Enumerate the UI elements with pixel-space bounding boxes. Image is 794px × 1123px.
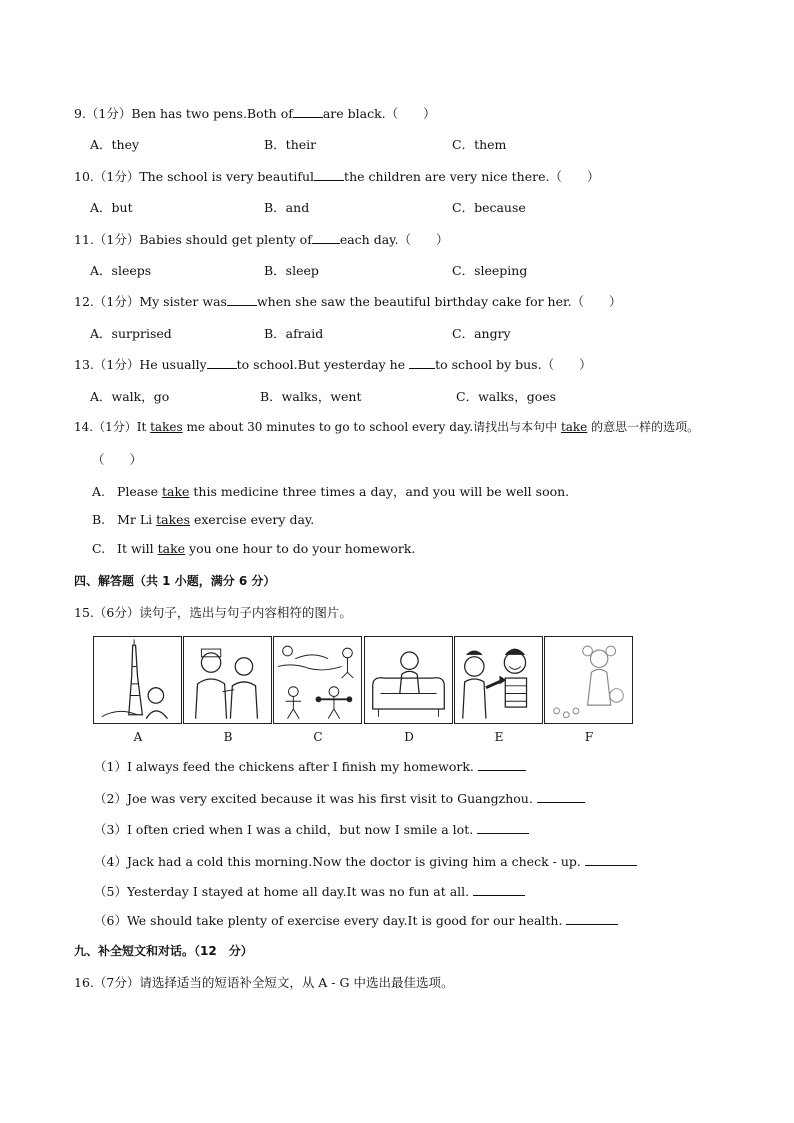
q14-option-c[interactable]: C. It will take you one hour to do your homework. xyxy=(92,541,416,556)
q13-option-a[interactable]: A．walk，go xyxy=(90,389,170,404)
question-14: 14.（1分）It takes me about 30 minutes to go to school every day.请找出与本句中 take 的意思一样的选项。 xyxy=(74,420,700,434)
question-13: 13.（1分）He usually to school.But yesterday he to school by bus.（ ） xyxy=(74,357,592,372)
q9-option-c[interactable]: C．them xyxy=(452,137,507,152)
picture-e-cry-smile[interactable] xyxy=(454,636,543,724)
q10-option-a[interactable]: A．but xyxy=(90,200,133,215)
picture-label-d: D xyxy=(404,730,414,744)
answer-blank[interactable] xyxy=(473,885,525,896)
q13-option-b[interactable]: B．walks，went xyxy=(260,389,362,404)
picture-b-doctor[interactable] xyxy=(183,636,272,724)
answer-blank[interactable] xyxy=(585,855,637,866)
answer-blank[interactable] xyxy=(478,760,526,771)
q15-item-6: （6）We should take plenty of exercise every day.It is good for our health. xyxy=(94,911,618,929)
q14-option-b[interactable]: B. Mr Li takes exercise every day. xyxy=(92,512,315,527)
question-15: 15.（6分）读句子，选出与句子内容相符的图片。 xyxy=(74,605,352,620)
q15-item-4: （4）Jack had a cold this morning.Now the doctor is giving him a check - up. xyxy=(94,852,637,870)
answer-blank[interactable] xyxy=(312,233,340,244)
q12-option-a[interactable]: A．surprised xyxy=(90,326,172,341)
answer-blank[interactable] xyxy=(207,358,237,369)
q15-item-1: （1）I always feed the chickens after I finish my homework. xyxy=(94,757,526,775)
q15-item-3: （3）I often cried when I was a child，but now I smile a lot. xyxy=(94,820,529,838)
picture-label-c: C xyxy=(313,730,323,744)
answer-blank[interactable] xyxy=(293,107,323,118)
q14-answer-paren[interactable]: （ ） xyxy=(92,452,143,467)
answer-blank[interactable] xyxy=(537,792,585,803)
question-12: 12.（1分）My sister was when she saw the beautiful birthday cake for her.（ ） xyxy=(74,294,622,309)
answer-blank[interactable] xyxy=(227,295,257,306)
picture-strip xyxy=(93,636,636,724)
q12-option-b[interactable]: B．afraid xyxy=(264,326,324,341)
q11-option-b[interactable]: B．sleep xyxy=(264,263,319,278)
q11-option-a[interactable]: A．sleeps xyxy=(90,263,152,278)
answer-blank[interactable] xyxy=(566,914,618,925)
answer-blank[interactable] xyxy=(477,823,529,834)
q15-item-5: （5）Yesterday I stayed at home all day.It was no fun at all. xyxy=(94,882,525,900)
section-heading-9: 九、补全短文和对话。（12 分） xyxy=(74,944,253,958)
q11-option-c[interactable]: C．sleeping xyxy=(452,263,528,278)
q10-option-b[interactable]: B．and xyxy=(264,200,310,215)
q15-item-2: （2）Joe was very excited because it was his first visit to Guangzhou. xyxy=(94,789,585,807)
picture-label-f: F xyxy=(584,730,594,744)
q10-option-c[interactable]: C．because xyxy=(452,200,526,215)
question-9: 9.（1分）Ben has two pens.Both of are black.（ ） xyxy=(74,106,436,121)
answer-blank[interactable] xyxy=(314,170,344,181)
q9-option-b[interactable]: B．their xyxy=(264,137,317,152)
picture-a-tower[interactable] xyxy=(93,636,182,724)
picture-c-exercise[interactable] xyxy=(273,636,362,724)
picture-d-sofa[interactable] xyxy=(364,636,453,724)
picture-label-e: E xyxy=(494,730,504,744)
picture-f-chickens[interactable] xyxy=(544,636,633,724)
picture-label-a: A xyxy=(133,730,143,744)
q13-option-c[interactable]: C．walks，goes xyxy=(456,389,557,404)
question-16: 16.（7分）请选择适当的短语补全短文，从 A - G 中选出最佳选项。 xyxy=(74,975,454,990)
q12-option-c[interactable]: C．angry xyxy=(452,326,511,341)
picture-label-b: B xyxy=(223,730,233,744)
question-11: 11.（1分）Babies should get plenty of each day.（ ） xyxy=(74,232,449,247)
section-heading-4: 四、解答题（共 1 小题，满分 6 分） xyxy=(74,574,276,588)
q9-option-a[interactable]: A．they xyxy=(90,137,140,152)
q14-option-a[interactable]: A. Please take this medicine three times a day，and you will be well soon. xyxy=(92,484,570,499)
question-10: 10.（1分）The school is very beautiful the children are very nice there.（ ） xyxy=(74,169,600,184)
answer-blank[interactable] xyxy=(409,358,435,369)
